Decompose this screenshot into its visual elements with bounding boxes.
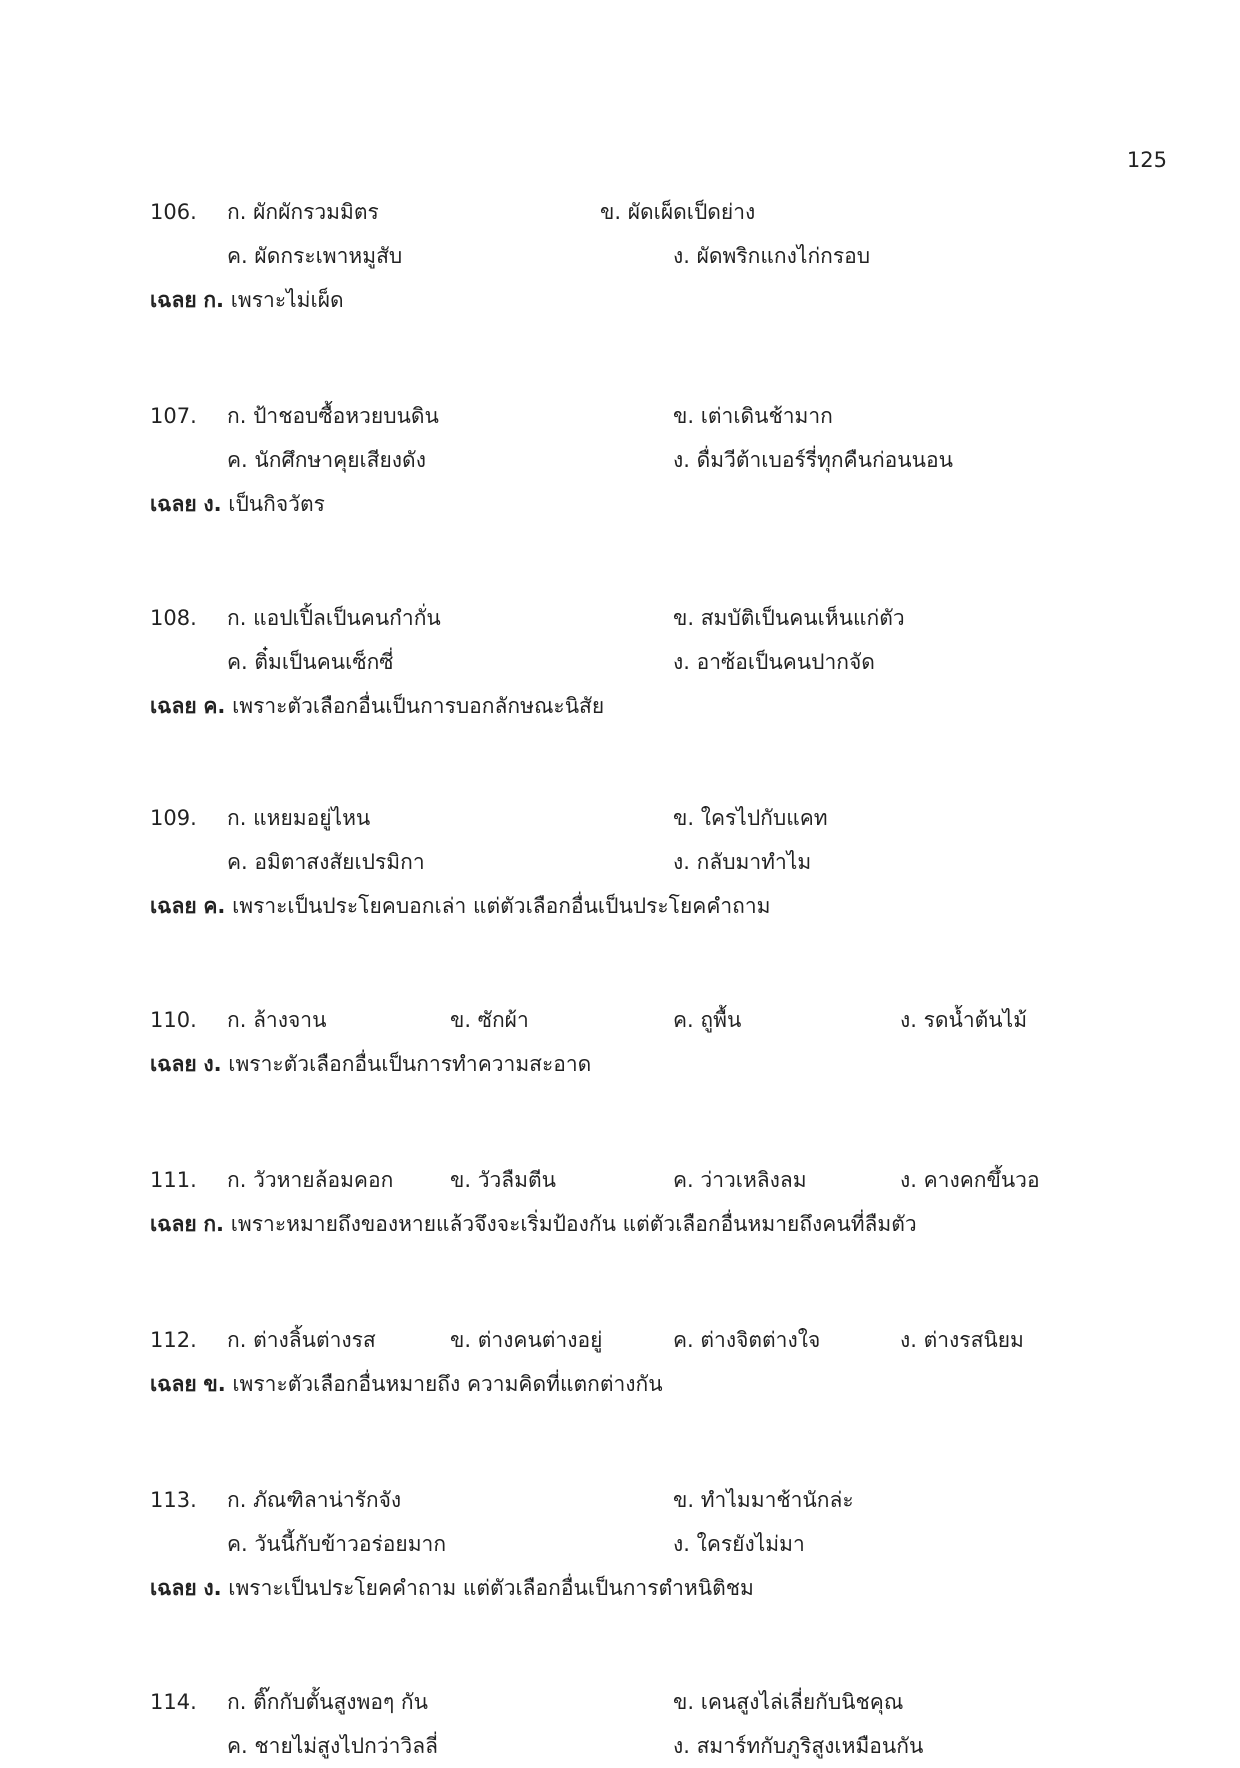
- choice-c: ค. ชายไม่สูงไปกว่าวิลลี่: [227, 1734, 438, 1758]
- question-106: [150, 190, 1160, 322]
- answer-text: เพราะตัวเลือกอื่นเป็นการทำความสะอาด: [228, 1052, 592, 1076]
- choice-d: ง. อาซ้อเป็นคนปากจัด: [673, 650, 875, 674]
- page-number: 125: [1126, 148, 1167, 172]
- answer-line: [150, 1042, 1160, 1086]
- choice-b: ข. เคนสูงไล่เลี่ยกับนิชคุณ: [673, 1690, 904, 1714]
- choice-a: ก. ต่างลิ้นต่างรส: [227, 1328, 376, 1352]
- choice-d: ง. สมาร์ทกับภูริสูงเหมือนกัน: [673, 1734, 924, 1758]
- question-number: 112.: [150, 1328, 197, 1352]
- question-114: [150, 1680, 1160, 1768]
- choice-d: ง. ผัดพริกแกงไก่กรอบ: [673, 244, 871, 268]
- choice-b: ข. วัวลืมตีน: [450, 1168, 556, 1192]
- choice-b: ข. ใครไปกับแคท: [673, 806, 828, 830]
- choice-b: ข. สมบัติเป็นคนเห็นแก่ตัว: [673, 606, 905, 630]
- question-number: 106.: [150, 200, 197, 224]
- question-113: [150, 1478, 1160, 1610]
- choice-d: ง. คางคกขึ้นวอ: [900, 1168, 1040, 1192]
- choice-b: ข. ผัดเผ็ดเป็ดย่าง: [600, 200, 756, 224]
- choice-c: ค. ติ๋มเป็นคนเซ็กซี่: [227, 650, 394, 674]
- answer-text: เพราะไม่เผ็ด: [230, 288, 344, 312]
- answer-prefix: เฉลย: [150, 894, 197, 918]
- question-number: 110.: [150, 1008, 197, 1032]
- answer-prefix: เฉลย: [150, 1052, 197, 1076]
- question-number: 107.: [150, 404, 197, 428]
- answer-letter: ง.: [203, 1576, 222, 1600]
- choice-c: ค. วันนี้กับข้าวอร่อยมาก: [227, 1532, 447, 1556]
- choice-d: ง. ต่างรสนิยม: [900, 1328, 1024, 1352]
- choice-c: ค. ถูพื้น: [673, 1008, 742, 1032]
- choice-c: ค. อมิตาสงสัยเปรมิกา: [227, 850, 425, 874]
- choice-c: ค. ต่างจิตต่างใจ: [673, 1328, 821, 1352]
- answer-line: [150, 482, 1160, 526]
- answer-line: [150, 884, 1160, 928]
- answer-text: เพราะตัวเลือกอื่นหมายถึง ความคิดที่แตกต่างกัน: [232, 1372, 663, 1396]
- answer-text: เพราะตัวเลือกอื่นเป็นการบอกลักษณะนิสัย: [232, 694, 605, 718]
- question-number: 108.: [150, 606, 197, 630]
- question-number: 114.: [150, 1690, 197, 1714]
- answer-line: [150, 1566, 1160, 1610]
- answer-line: [150, 1362, 1160, 1406]
- answer-text: เพราะเป็นประโยคคำถาม แต่ตัวเลือกอื่นเป็นการตำหนิติชม: [228, 1576, 754, 1600]
- answer-line: [150, 684, 1160, 728]
- choice-a: ก. ผักผักรวมมิตร: [227, 200, 379, 224]
- answer-letter: ข.: [203, 1372, 226, 1396]
- answer-prefix: เฉลย: [150, 1372, 197, 1396]
- answer-letter: ค.: [203, 694, 226, 718]
- answer-letter: ก.: [203, 1212, 225, 1236]
- answer-letter: ง.: [203, 1052, 222, 1076]
- question-112: [150, 1318, 1160, 1406]
- answer-prefix: เฉลย: [150, 492, 197, 516]
- answer-line: [150, 278, 1160, 322]
- answer-prefix: เฉลย: [150, 1212, 197, 1236]
- choice-a: ก. ติ๊กกับตั้นสูงพอๆ กัน: [227, 1690, 429, 1714]
- answer-line: [150, 1202, 1160, 1246]
- choice-b: ข. ซักผ้า: [450, 1008, 529, 1032]
- question-108: [150, 596, 1160, 728]
- question-number: 111.: [150, 1168, 197, 1192]
- answer-text: เพราะหมายถึงของหายแล้วจึงจะเริ่มป้องกัน แต่ตัวเลือกอื่นหมายถึงคนที่ลืมตัว: [230, 1212, 917, 1236]
- answer-prefix: เฉลย: [150, 1576, 197, 1600]
- answer-text: เป็นกิจวัตร: [228, 492, 325, 516]
- choice-a: ก. ล้างจาน: [227, 1008, 327, 1032]
- choice-d: ง. ใครยังไม่มา: [673, 1532, 805, 1556]
- choice-a: ก. แอปเปิ้ลเป็นคนกำกั่น: [227, 606, 441, 630]
- question-number: 113.: [150, 1488, 197, 1512]
- choice-a: ก. แหยมอยู่ไหน: [227, 806, 371, 830]
- choice-b: ข. ต่างคนต่างอยู่: [450, 1328, 603, 1352]
- choice-c: ค. ว่าวเหลิงลม: [673, 1168, 807, 1192]
- answer-letter: ก.: [203, 288, 225, 312]
- question-107: [150, 394, 1160, 526]
- choice-a: ก. ป้าชอบซื้อหวยบนดิน: [227, 404, 439, 428]
- choice-b: ข. ทำไมมาช้านักล่ะ: [673, 1488, 854, 1512]
- choice-d: ง. ดื่มวีต้าเบอร์รี่ทุกคืนก่อนนอน: [673, 448, 953, 472]
- answer-prefix: เฉลย: [150, 288, 197, 312]
- choice-a: ก. วัวหายล้อมคอก: [227, 1168, 394, 1192]
- answer-letter: ง.: [203, 492, 222, 516]
- choice-b: ข. เต่าเดินช้ามาก: [673, 404, 833, 428]
- choice-d: ง. กลับมาทำไม: [673, 850, 812, 874]
- question-110: [150, 998, 1160, 1086]
- answer-prefix: เฉลย: [150, 694, 197, 718]
- choice-d: ง. รดน้ำต้นไม้: [900, 1008, 1028, 1032]
- question-109: [150, 796, 1160, 928]
- question-111: [150, 1158, 1160, 1246]
- answer-letter: ค.: [203, 894, 226, 918]
- answer-text: เพราะเป็นประโยคบอกเล่า แต่ตัวเลือกอื่นเป็นประโยคคำถาม: [232, 894, 771, 918]
- choice-c: ค. นักศึกษาคุยเสียงดัง: [227, 448, 426, 472]
- choice-a: ก. ภัณฑิลาน่ารักจัง: [227, 1488, 402, 1512]
- choice-c: ค. ผัดกระเพาหมูสับ: [227, 244, 403, 268]
- question-list: [150, 190, 1160, 1768]
- question-number: 109.: [150, 806, 197, 830]
